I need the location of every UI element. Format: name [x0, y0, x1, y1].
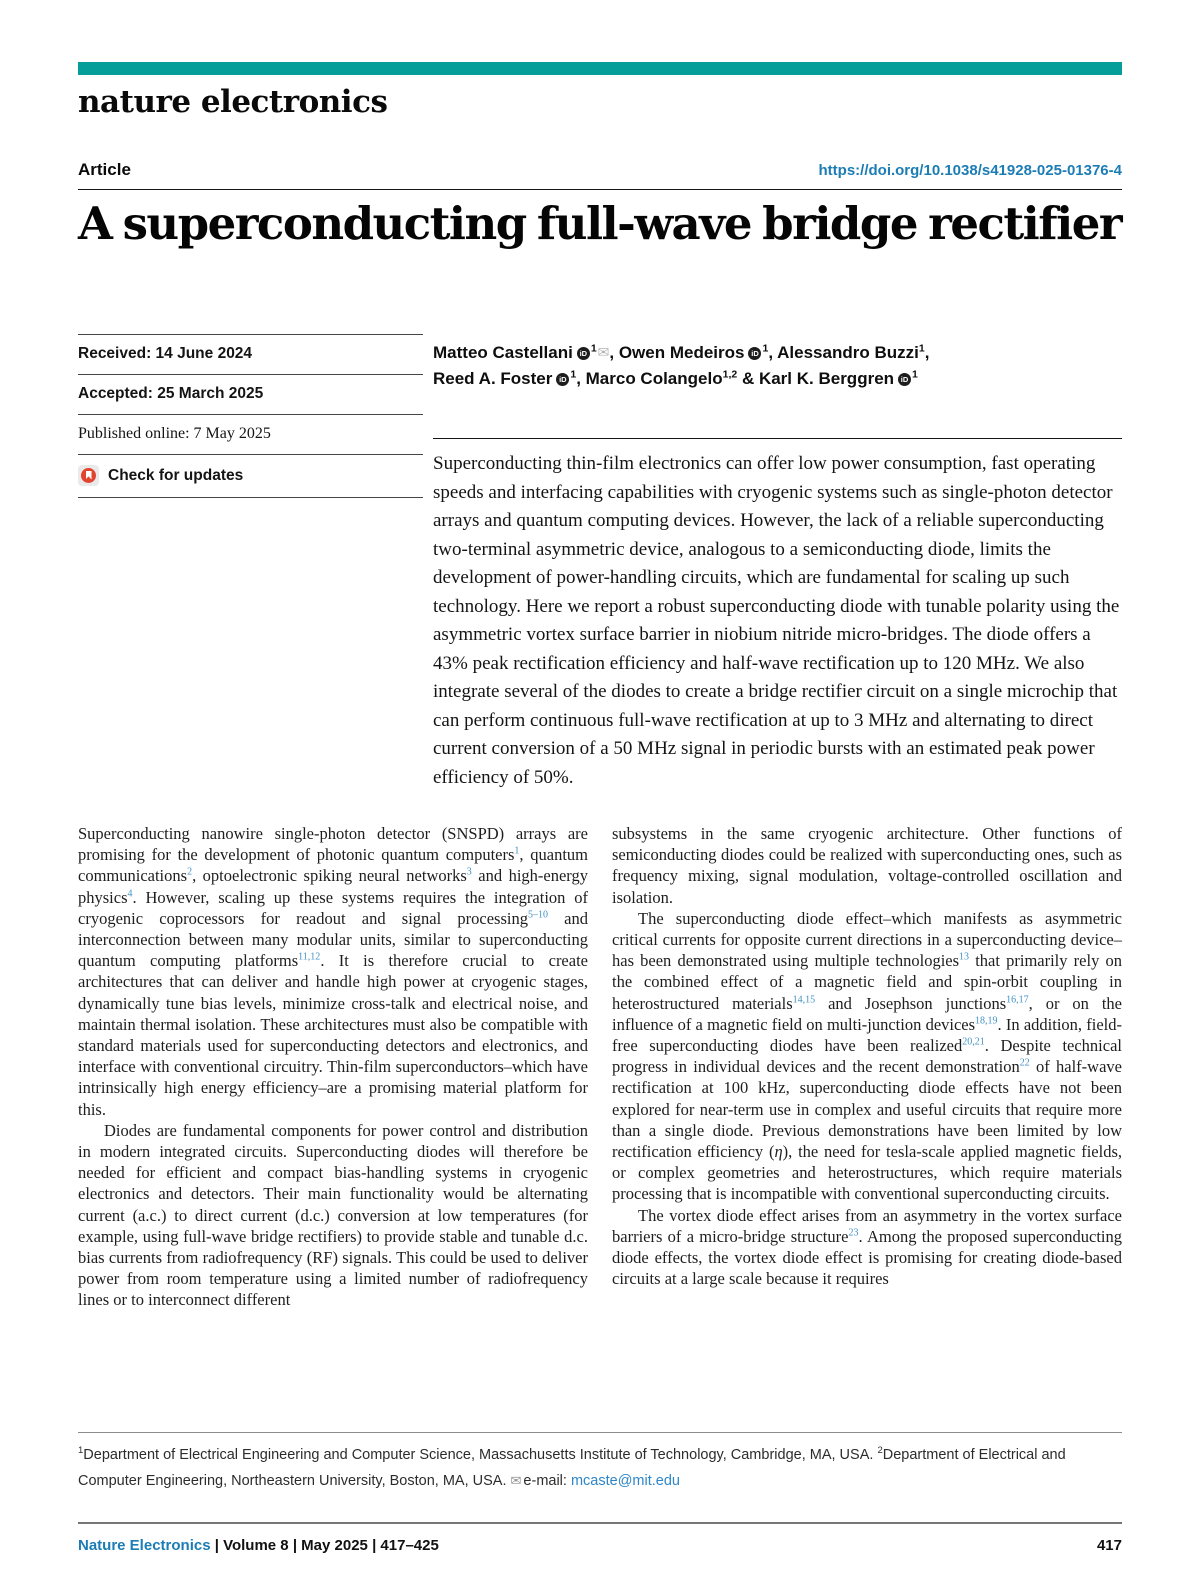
reference-link[interactable]: 13: [959, 951, 970, 963]
footer-divider: [78, 1522, 1122, 1524]
body-paragraph: subsystems in the same cryogenic architecture. Other functions of semiconducting diodes could be realized with superconducting ones, such as frequency mixing, signal modulation, voltage-controlled oscillation and isolation.: [612, 824, 1122, 907]
body-paragraph: The vortex diode effect arises from an asymmetry in the vortex surface barriers of a micro-bridge structure$^{23}$. Among the proposed superconducting diode effects, the vortex diode effect is promising for creating diode-based circuits at a large scale because it requires: [612, 1205, 1122, 1289]
orcid-icon: iD: [748, 347, 761, 360]
page-title: A superconducting full-wave bridge rectifier: [78, 197, 1122, 250]
body-paragraph: The superconducting diode effect–which manifests as asymmetric critical currents for opposite current directions in a superconducting device–has been demonstrated using multiple technologies$^{13}$ that primarily rely on the combined effect of a magnetic field and spin-orbit coupling in heterostructured materials$^{14,15}$ and Josephson junctions$^{16,17}$, or on the influence of a magnetic field on multi-junction devices$^{18,19}$. In addition, field-free superconducting diodes have been realized$^{20,21}$. Despite technical progress in individual devices and the recent demonstration$^{22}$ of half-wave rectification at 100 kHz, superconducting diode effects have not been explored for near-term use in complex and useful circuits that require more than a single diode. Previous demonstrations have been limited by low rectification efficiency (η), the need for tesla-scale applied magnetic fields, or complex geometries and heterostructures, which require materials processing that is incompatible with conventional superconducting circuits.: [612, 908, 1122, 1204]
reference-link[interactable]: 3: [466, 866, 472, 878]
abstract-divider: [433, 438, 1122, 439]
journal-logo: nature electronics: [78, 84, 388, 120]
reference-link[interactable]: 4: [127, 888, 133, 900]
body-paragraph: Diodes are fundamental components for power control and distribution in modern integrated circuits. Superconducting diodes will therefore be needed for efficient and compact bias-handling systems in cryogenic electronics and detectors. Their main functionality would be alternating current (a.c.) to direct current (d.c.) conversion at low temperatures (for example, using full-wave bridge rectifiers) to provide stable and tunable d.c. bias currents from radiofrequency (RF) signals. This could be used to deliver power from room temperature using a limited number of radiofrequency lines or to interconnect different: [78, 1120, 588, 1310]
doi-link[interactable]: https://doi.org/10.1038/s41928-025-01376-4: [818, 162, 1122, 179]
envelope-gray-icon: ✉: [510, 1473, 522, 1488]
footer-citation: [78, 1537, 439, 1554]
received-date: Received: 14 June 2024: [78, 334, 423, 374]
reference-link[interactable]: 22: [1019, 1057, 1030, 1069]
affiliation-superscript: 1: [918, 342, 925, 355]
reference-link[interactable]: 16,17: [1006, 994, 1029, 1006]
accepted-date: Accepted: 25 March 2025: [78, 374, 423, 414]
affiliations-footnote: $^1$Department of Electrical Engineering and Computer Science, Massachusetts Institute of Technology, Cambridge, MA, USA. $^2$Department of Electrical and Computer Engineering, Northeastern University, Boston, MA, USA. ✉ e-mail: mcaste@mit.edu: [78, 1442, 1122, 1494]
affiliation-superscript: 1,2: [722, 368, 738, 381]
reference-link[interactable]: 11,12: [298, 951, 321, 963]
author-line-2: Reed A. Foster iD $^1$, Marco Colangelo$^{1,2}$ & Karl K. Berggren iD $^1$: [433, 368, 918, 388]
abstract-text: Superconducting thin-film electronics can offer low power consumption, fast operating speeds and interfacing capabilities with cryogenic systems such as single-photon detector arrays and quantum computing devices. However, the lack of a reliable superconducting two-terminal asymmetric device, analogous to a semiconducting diode, limits the development of power-handling circuits, which are fundamental for scaling up such technology. Here we report a robust superconducting diode with tunable polarity using the asymmetric vortex surface barrier in niobium nitride micro-bridges. The diode offers a 43% peak rectification efficiency and half-wave rectification up to 120 MHz. We also integrate several of the diodes to create a bridge rectifier circuit on a single microchip that can perform continuous full-wave rectification at up to 3 MHz and alternating to direct current conversion of a 50 MHz signal in periodic bursts with an estimated peak power efficiency of 50%.: [433, 453, 1120, 788]
affiliation-superscript: 1: [762, 342, 769, 355]
affiliation-superscript: 2: [877, 1445, 883, 1457]
article-body: [78, 823, 1122, 1311]
author-line-1: Matteo Castellani iD $^1$✉, Owen Medeiros iD $^1$, Alessandro Buzzi$^1$,: [433, 339, 1122, 366]
body-column-right: [612, 823, 1122, 1311]
affiliation-superscript: 1: [78, 1445, 84, 1457]
affiliation-superscript: 1: [590, 342, 597, 355]
article-history-panel: [78, 334, 423, 792]
check-for-updates-label: Check for updates: [108, 466, 244, 484]
article-header-row: [78, 160, 1122, 180]
footer-journal-link[interactable]: Nature Electronics: [78, 1537, 211, 1554]
body-paragraph: Superconducting nanowire single-photon detector (SNSPD) arrays are promising for the development of photonic quantum computers$^1$, quantum communications$^2$, optoelectronic spiking neural networks$^3$ and high-energy physics$^4$. However, scaling up these systems requires the integration of cryogenic coprocessors for readout and signal processing$^{5-10}$ and interconnection between many modular units, similar to superconducting quantum computing platforms$^{11,12}$. It is therefore crucial to create architectures that can deliver and handle high power at cryogenic stages, dynamically tune bias levels, minimize cross-talk and electrical noise, and maintain thermal isolation. These architectures must also be compatible with standard materials used for superconducting detectors and electronics, and interface with conventional circuitry. Thin-film superconductors–which have intrinsically high energy efficiency–are a promising material platform for this.: [78, 824, 589, 1119]
check-for-updates-button[interactable]: [78, 454, 423, 498]
author-list: [433, 339, 1122, 392]
authors-and-abstract-column: [433, 334, 1122, 792]
body-column-left: [78, 823, 588, 1311]
published-date: Published online: 7 May 2025: [78, 414, 423, 454]
brand-color-bar: [78, 62, 1122, 75]
affiliation-superscript: 1: [570, 368, 577, 381]
affiliation-superscript: 1: [912, 368, 918, 381]
page-footer: [78, 1537, 1122, 1554]
page-number: 417: [1096, 1537, 1122, 1554]
reference-link[interactable]: 20,21: [962, 1036, 985, 1048]
footer-volume-info: | Volume 8 | May 2025 | 417–425: [210, 1537, 439, 1554]
reference-link[interactable]: 23: [848, 1227, 859, 1239]
reference-link[interactable]: 5–10: [527, 909, 548, 921]
crossmark-icon: [78, 465, 99, 486]
reference-link[interactable]: 18,19: [975, 1015, 998, 1027]
orcid-icon: iD: [577, 347, 590, 360]
reference-link[interactable]: 2: [187, 866, 193, 878]
page-bottom-section: [78, 1432, 1122, 1554]
envelope-icon: ✉: [597, 344, 610, 360]
meta-and-abstract-section: [78, 334, 1122, 792]
affiliations-divider: [78, 1432, 1122, 1433]
email-link[interactable]: mcaste@mit.edu: [570, 1473, 680, 1489]
orcid-icon: iD: [898, 373, 911, 386]
italic-symbol: η: [774, 1142, 783, 1162]
orcid-icon: iD: [556, 373, 569, 386]
header-divider: [78, 189, 1122, 190]
article-type-label: Article: [78, 160, 131, 179]
reference-link[interactable]: 14,15: [792, 994, 816, 1006]
reference-link[interactable]: 1: [514, 845, 520, 857]
